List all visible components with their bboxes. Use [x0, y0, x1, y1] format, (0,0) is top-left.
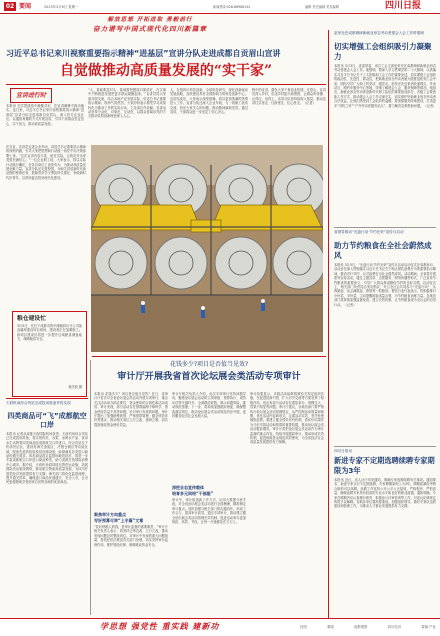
bottom-center-col-2: 审计厅相关负责人介绍，此次专项审计坚持问题导向，聚焦论坛展会活动的立项审批、预算执行、成效评估等关键环节，全面摸清底数，揭示问题风险，推动规范管理。下一步，将持续加强跟踪督促，确保整改落实到位，推动论坛展会类活动规范有序开展，更好服务经济社会发展大局。 — [172, 392, 246, 419]
lead-column-3: 人，扎根四川科技创新，全球科技研究，深化创新驱动发展战略，加快建设具有全国影响力的科技创新中心。宣讲结束后，大家表示深受鼓舞，将以更加饱满的热情投入工作。宣讲分队还深入企业车间，与一线职工座谈交流，回应大家关心的问题，推动精神落地见效。通过宣讲，干部群众进一步坚定了信心决心。 — [170, 88, 248, 115]
hotline: 新闻热线:028-86968152 — [213, 5, 251, 9]
photo-caption-text: 3月5日，在位于成都市的中储粮四川分公司某直属库建设项目现场，建设者正在加紧施工。该项目建成后将进一步提升区域粮食储备能力，保障粮食安全。 — [17, 324, 82, 342]
lead-kicker: 习近平总书记来川视察重要指示精神“进基层”宣讲分队走进成都自贡眉山宣讲 — [6, 49, 281, 58]
right-lower-kicker: 四川日报讯 — [334, 449, 352, 453]
right-top-headline: 切实增强工会组织吸引力凝聚力 — [334, 42, 432, 61]
page-footer — [0, 618, 440, 636]
footer-slogan: 学思想 强党性 重实践 建新功 — [100, 622, 220, 631]
lead-headline: 自觉做推动高质量发展的“实干家” — [59, 63, 273, 79]
bottom-center-headline: 审计厅开展我省首次论坛展会类活动专项审计 — [117, 371, 301, 382]
footer-edition-nav — [300, 624, 436, 629]
bottom-center-col-1: 本报讯 花钱多少？项目是否值当见效？近日，省审计厅首次对全省论坛展会类活动开展专项审计，重点关注活动举办的必要性、资金使用的合规性和活动成效。审计发现，部分活动存在预算编制不够科学、资金使用效益不高等问题。针对审计发现的问题，审计厅提出了加强统筹规划、严格预算管理、健全绩效评价等建议，推动相关单位立行立改、建章立制，切实提高财政资金使用效益。 — [94, 392, 168, 427]
bottom-left-kicker: 天府机场综合货站完成投用准备并将实现 — [6, 401, 71, 405]
lead-column-2: “人、基础要进村头、基础要把题面对面讲好，在实事中不断推进发展把更多群众凝聚起来。”宣讲员同大家面对面交流，结合本地产业发展实际，讲述总书记重要指示精神。现场气氛热烈，大家纷纷表示要把学习成果转化为推动工作的实际行动，立足岗位作贡献。宣讲活动坚持分众化、对象化、互动化，以群众喜闻乐见的方式推动党的创新理论深入人心。 — [88, 88, 166, 119]
right-divider-2 — [334, 446, 436, 447]
footer-link-5[interactable]: 要闻·产业 — [421, 625, 436, 629]
right-divider-1 — [334, 227, 436, 228]
photo-credit: 蒋彦波 摄 — [68, 385, 82, 389]
footer-link-2[interactable]: 要闻 — [326, 625, 334, 629]
right-lower-body: 本报讯 近日，省人社厅印发通知，明确专家选聘续聘有关事项。通知要求，新进专家实行不定期选聘，专家聘期原则上为3年，聘期届满经考核合格的可以续聘。选聘工作坚持公开公平公正原则，严格程序、严把质量，确保选聘专家具有较高的专业水平和良好的职业道德。通知明确，专家在聘期内应认真履行职责，积极参与评审咨询等工作，对违反纪律规定的将予以解聘。各地各单位要高度重视，加强组织领导，做好专家队伍的建设和管理工作，为推动人才事业发展提供有力支撑。 — [334, 478, 436, 509]
footer-link-3[interactable]: 成都观察 — [353, 625, 368, 629]
section-label: 要闻 — [19, 3, 32, 10]
footer-link-1[interactable]: 封面 — [300, 625, 307, 629]
top-banner — [70, 16, 230, 36]
lead-continuation: 在自贡，宣讲员走进企业车间，讲述总书记重要指示精神的深刻内涵，引导大家把思想和行动统一到党中央决策部署上来。“这次宣讲内容丰富、贴近实际，让我们对未来发展充满信心。”一位企业职工说。大家表示，将以实际行动践行嘱托，在各自岗位上奋发有为，为推动高质量发展贡献力量。宣讲分队还走进校园，为师生讲述新时代新征程的使命任务，鼓励青年学子勇担时代重任，争做新时代好青年，以昂扬姿态投身现代化建设。 — [6, 145, 86, 180]
bottom-vertical-divider — [90, 360, 91, 615]
bottom-center-subhead-3: 聚焦审计方向重点 — [94, 512, 126, 517]
bottom-center-subhead-4: 写好预算尽审“上半篇”文章 — [94, 518, 144, 523]
lead-divider — [6, 84, 326, 85]
masthead: 四川日报 — [385, 1, 422, 11]
page-header — [0, 0, 440, 14]
bottom-center-subhead-1: 深挖业态宣传载体 — [172, 485, 204, 490]
bottom-center-kicker: 花钱多少?项目是否值当见效? — [169, 361, 249, 368]
right-top-body: 本报讯 3月3日，省委常委、省总工会主席赵荣光在成都调研新就业形态劳动者建会入会工作。他强调，要深入学习贯彻党的二十大精神，认真落实习近平总书记关于工人阶级和工会工作的重要论述，切实增强工会组织的政治性、先进性、群众性，把新就业形态劳动者最大限度组织到工会中来，团结引导广大职工听党话、跟党走。赵荣光先后来到快递网点、外卖站点、网约车服务中心等地，详细了解建会入会、服务保障等情况。他指出，新就业形态劳动者是新时代职工队伍的重要组成部分，各级工会要创新工作方式，推动建会入会工作走深走实，切实维护好新就业形态劳动者合法权益，让他们感受到工会组织的温暖。要加强服务阵地建设，打造更多“司机之家”“户外劳动者服务站点”，着力解决急难愁盼问题。（记者） — [334, 64, 436, 108]
editor-credits: 编辑 责任编辑 美术编辑 — [305, 5, 339, 9]
lead-column-4: 程中的宣讲，激发大家干事创业热情。在眉山，宣讲员深入乡村，讲述乡村振兴新图景，让群众听得懂、记得住、用得上。宣讲分队将持续深入基层，推动宣讲往实里走、往深里走、往心里走。（记者） — [252, 88, 326, 106]
banner-line-1: 解放思想 开拓进取 勇毅前行 — [107, 17, 193, 23]
bottom-center-subhead-2: 培育多元网络“干部服” — [172, 491, 214, 496]
right-top-kicker: 赵荣光在成都调研新就业形态劳动者建会入会工作时强调 — [334, 31, 424, 35]
right-mid-kicker: 省领导推动“光盘行动·节约光荣”宣传月启动 — [334, 230, 404, 234]
bottom-left-headline: 四类商品可“飞”成都航空口岸 — [7, 412, 87, 429]
column-divider — [328, 30, 329, 618]
footer-link-4[interactable]: 四川经济 — [387, 625, 402, 629]
bottom-left-divider — [6, 398, 88, 399]
right-mid-headline: 助力节约粮食在全社会蔚然成风 — [334, 241, 432, 260]
bottom-center-col-3: 审计结果显示，多数活动能够按照有关规定组织实施，在促进招商引资、扩大对外交流等方面发挥了积极作用。但也有部分活动存在重复举办、规模过大、效果不明显等问题。审计厅建议，各地各部门要严格执行论坛展会活动管理规定，从严控制活动数量和规模，优化活动内容和形式，注重活动实效，坚决杜绝铺张浪费。要建立健全绩效评价机制，将评价结果作为今后安排活动和预算的重要依据，推动论坛展会类活动提质增效。审计厅将把论坛展会类活动作为审计监督的重点内容，持续开展跟踪审计，推动形成长效机制，促进财政资金规范高效使用，为全省经济社会高质量发展提供有力保障。 — [250, 392, 324, 445]
date-line: 2023年3月6日 星期一 — [44, 5, 79, 9]
right-mid-body: 本报讯 3月3日，“光盘行动·节约光荣”宣传月活动启动仪式在成都举行。活动旨在深入贯彻落实习近平总书记关于制止餐饮浪费行为的重要指示精神，推动厉行节约、反对浪费在全社会蔚然成风。活动期间，全省将开展系列宣传活动，通过主题宣讲、志愿服务、网络传播等形式，广泛宣传节约粮食的重要意义，引导广大群众养成勤俭节约的良好习惯。启动仪式上，相关部门负责同志发出倡议，号召全社会共同参与“光盘行动”，从我做起、从点滴做起，珍惜每一粒粮食。餐饮行业代表表示，将积极推行小份菜、半份菜，主动提醒顾客适量点餐，为节约粮食贡献力量。各地各部门将持续加强监督检查，建立长效机制，让节约粮食成为全社会的自觉行动。（记者） — [334, 263, 436, 307]
grain-silo-photo — [91, 145, 323, 352]
right-lower-headline: 新进专家不定期选聘续聘专家期限为3年 — [334, 456, 435, 475]
column-tag-label: 宣讲进行时 — [15, 92, 46, 99]
bottom-left-body: 本报讯 记者从成都天府国际机场获悉，天府机场综合货站已完成投用准备，将实现肉类、水果、冰鲜水产品、食用水生动物等四类商品经成都航空口岸进口。综合货站位于机场货运区，建设有海关查验区、冷链仓储区等功能区域，配备先进的检验检疫设施设备，能够满足各类进口商品的通关需求。四类商品指定监管场地投用后，将进一步丰富成都航空口岸进口商品种类，助力成都打造国际消费中心城市。据介绍，天府机场将持续完善货运设施，拓展国际货运航线网络，推动航空物流高质量发展，为四川开放型经济发展提供有力支撑。海关部门将优化监管流程，提升通关效率，确保进口商品快速通关、安全入市，让市民更便捷地享受到来自世界各地的优质商品。 — [6, 432, 88, 485]
photo-caption-title: 粮仓建设忙 — [17, 316, 46, 322]
lead-column-1: 本报讯 在学思践悟中凝聚共识，在宣讲阐释中推动落实。连日来，习近平总书记来川视察重要指示精神“进基层”宣讲分队走进成都自贡眉山，深入机关企业社区，以通俗易懂的方式开展宣讲，引导干部群众坚定信心、实干担当，推动高质量发展。 — [6, 104, 84, 126]
page-number: 02 — [5, 3, 15, 10]
banner-line-2: 奋力谱写中国式现代化四川新篇章 — [93, 25, 207, 33]
photo-caption-box — [12, 311, 87, 397]
silo-illustration — [91, 145, 323, 352]
column-tag — [10, 88, 52, 103]
bottom-center-col-1b: “花好纳税人的钱，是审计监督的重要职责。”审计厅相关负责人表示，将坚持边审边改、立行立改，推动发现问题及时整改到位。对审计中发现的重大问题线索，将依纪依法移送有关部门处理，切实发挥审计监督作用，维护财经纪律，保障财政资金安全。 — [94, 525, 168, 547]
bottom-center-divider — [92, 356, 326, 357]
bottom-center-col-2b: 审计中，审计组创新工作方式，运用大数据分析手段，对全省论坛展会类活动进行全面梳理，精准锁定审计重点。同时加强与相关部门的沟通协作，形成工作合力，提高审计质效。通过专项审计，推动建立健全论坛展会类活动管理长效机制，促进活动举办更加规范、高效、节俭，让每一分钱都花在刀刃上。 — [172, 498, 246, 525]
